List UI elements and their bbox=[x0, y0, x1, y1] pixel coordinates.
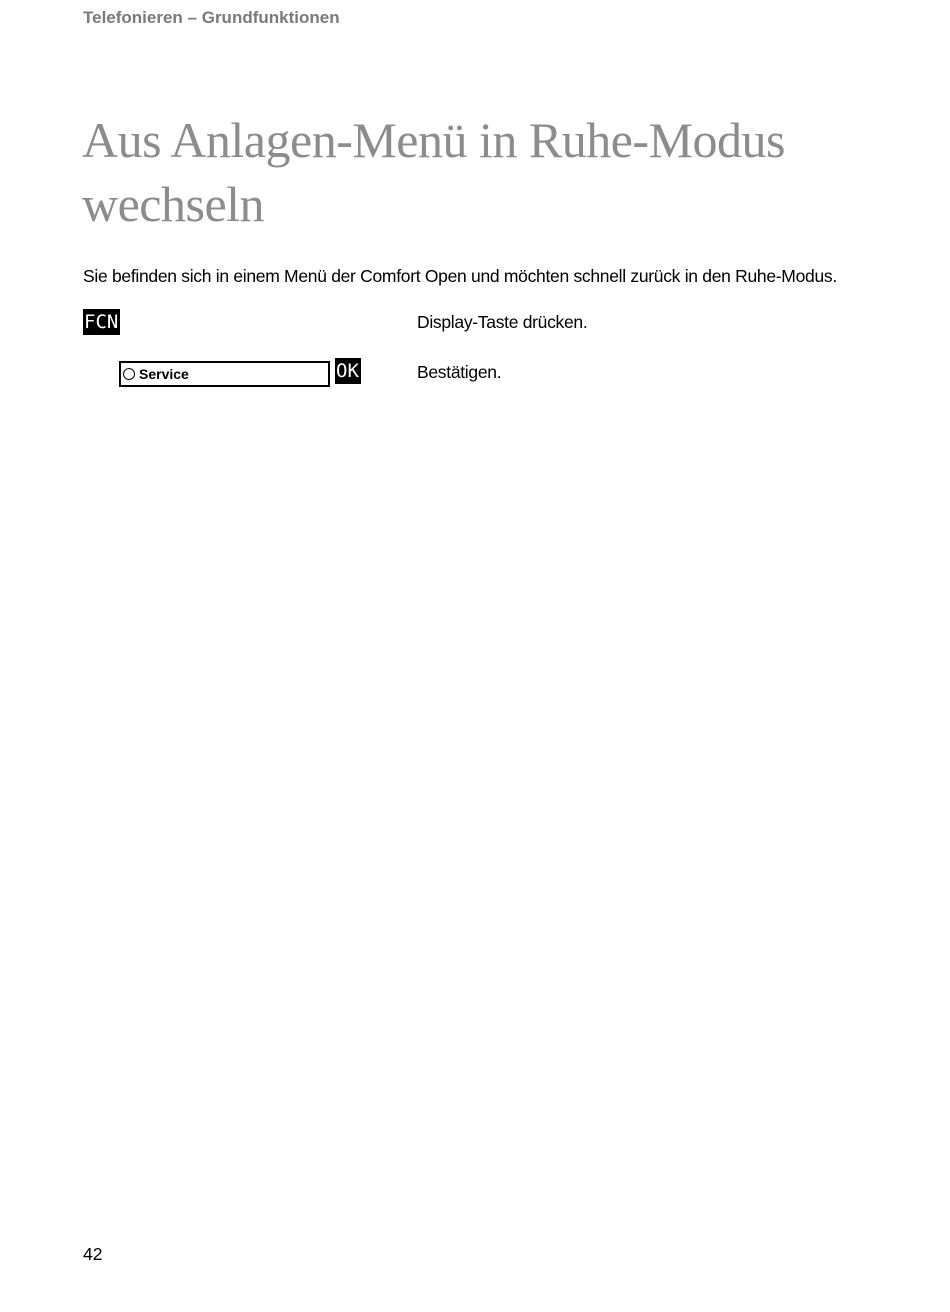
step-1-instruction: Display-Taste drücken. bbox=[417, 312, 588, 332]
step-2-instruction: Bestätigen. bbox=[417, 362, 502, 382]
radio-circle-icon bbox=[123, 368, 135, 380]
running-header: Telefonieren – Grundfunktionen bbox=[83, 8, 340, 27]
page-title: Aus Anlagen-Menü in Ruhe-Modus wechseln bbox=[82, 112, 785, 232]
display-entry-label: Service bbox=[139, 366, 189, 382]
intro-paragraph: Sie befinden sich in einem Menü der Comfort Open und möchten schnell zurück in den Ruhe-Modus. bbox=[83, 266, 837, 286]
ok-key: OK bbox=[335, 358, 361, 384]
display-menu-entry bbox=[119, 361, 330, 387]
fcn-key: FCN bbox=[84, 311, 119, 333]
page-number: 42 bbox=[83, 1244, 103, 1264]
